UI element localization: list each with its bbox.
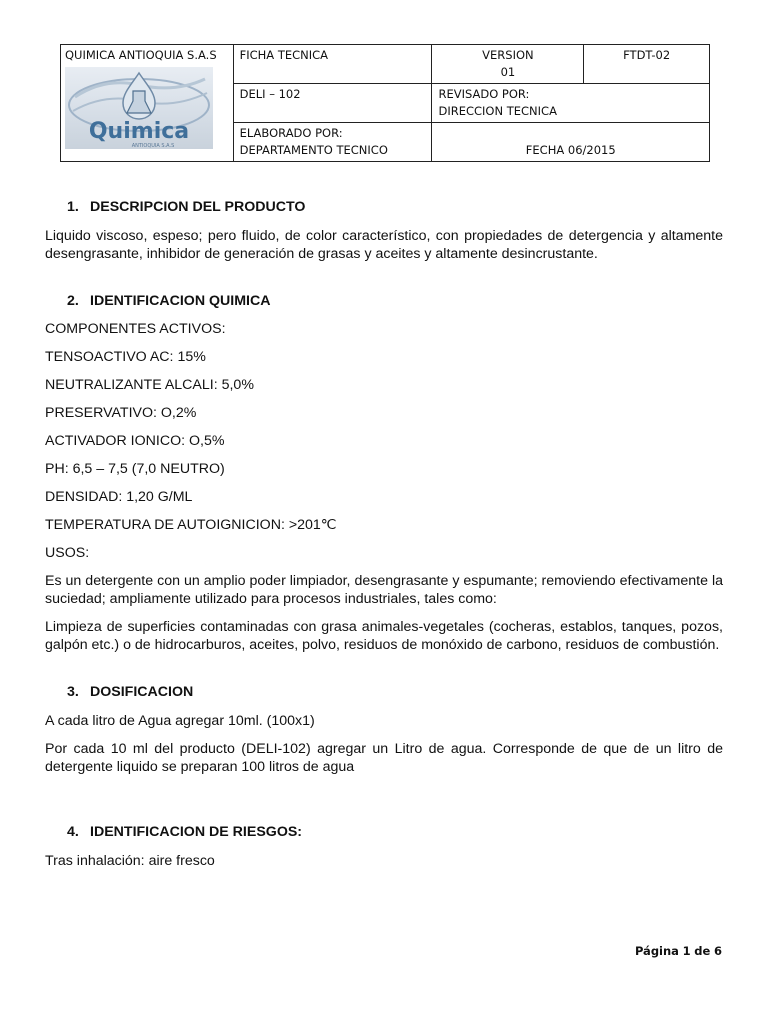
prepared-label: ELABORADO POR:	[239, 126, 343, 140]
version-value: 01	[500, 65, 516, 79]
version-cell	[432, 45, 584, 84]
section-3-line-1: A cada litro de Agua agregar 10ml. (100x1)	[45, 713, 315, 729]
reviewed-value: DIRECCION TECNICA	[438, 104, 557, 118]
section-1-title: 1. DESCRIPCION DEL PRODUCTO	[67, 199, 306, 215]
reviewed-label: REVISADO POR:	[438, 87, 530, 101]
limpieza-text: Limpieza de superficies contaminadas con grasa animales-vegetales (cocheras, establos, tanques, pozos, galpón etc.) o de hidrocarburos, aceites, polvo, residuos de monóxido de carbono, residuos de combustión.	[45, 619, 723, 653]
doc-type: FICHA TECNICA	[239, 48, 329, 62]
document-body	[45, 198, 723, 870]
company-name: QUIMICA ANTIOQUIA S.A.S	[65, 48, 217, 62]
section-1-text: Liquido viscoso, espeso; pero fluido, de color característico, con propiedades de detergencia y altamente desengrasante, inhibidor de generación de grasas y aceites y altamente desincrustante.	[45, 228, 723, 262]
component-line: DENSIDAD: 1,20 G/ML	[45, 489, 193, 505]
prepared-cell	[233, 123, 432, 162]
logo-subtext: ANTIOQUIA S.A.S	[131, 143, 175, 149]
section-3-line-2: Por cada 10 ml del producto (DELI-102) agregar un Litro de agua. Corresponde de que de un litro de detergente liquido se preparan 100 litros de agua	[45, 741, 723, 775]
doc-code: FTDT-02	[623, 48, 671, 62]
section-4-title: 4. IDENTIFICACION DE RIESGOS:	[67, 824, 303, 840]
section-3-title: 3. DOSIFICACION	[67, 684, 194, 700]
header-table	[60, 44, 710, 162]
prepared-value: DEPARTAMENTO TECNICO	[239, 143, 388, 157]
company-logo	[65, 67, 213, 149]
component-line: NEUTRALIZANTE ALCALI: 5,0%	[45, 377, 254, 393]
usos-text: Es un detergente con un amplio poder limpiador, desengrasante y espumante; removiendo efectivamente la suciedad; ampliamente utilizado para procesos industriales, tales como:	[45, 573, 723, 607]
product-code: DELI – 102	[239, 87, 301, 101]
section-2-title: 2. IDENTIFICACION QUIMICA	[67, 293, 271, 309]
section-2-list	[45, 320, 723, 562]
section-4-line-1: Tras inhalación: aire fresco	[45, 853, 215, 869]
doc-type-cell	[233, 45, 432, 84]
component-line: PH: 6,5 – 7,5 (7,0 NEUTRO)	[45, 461, 225, 477]
reviewed-cell	[432, 84, 710, 123]
company-cell	[61, 45, 234, 162]
component-line: ACTIVADOR IONICO: O,5%	[45, 433, 225, 449]
logo-wordmark: Quimica	[88, 119, 190, 144]
product-code-cell	[233, 84, 432, 123]
date-cell	[432, 123, 710, 162]
doc-date: FECHA 06/2015	[525, 143, 616, 157]
component-line: TEMPERATURA DE AUTOIGNICION: >201℃	[45, 517, 337, 533]
component-line: PRESERVATIVO: O,2%	[45, 405, 197, 421]
version-label: VERSION	[482, 48, 534, 62]
code-cell	[584, 45, 710, 84]
component-line: TENSOACTIVO AC: 15%	[45, 349, 206, 365]
page-number: Página 1 de 6	[634, 944, 722, 958]
component-line: USOS:	[45, 545, 90, 561]
component-line: COMPONENTES ACTIVOS:	[45, 321, 226, 337]
